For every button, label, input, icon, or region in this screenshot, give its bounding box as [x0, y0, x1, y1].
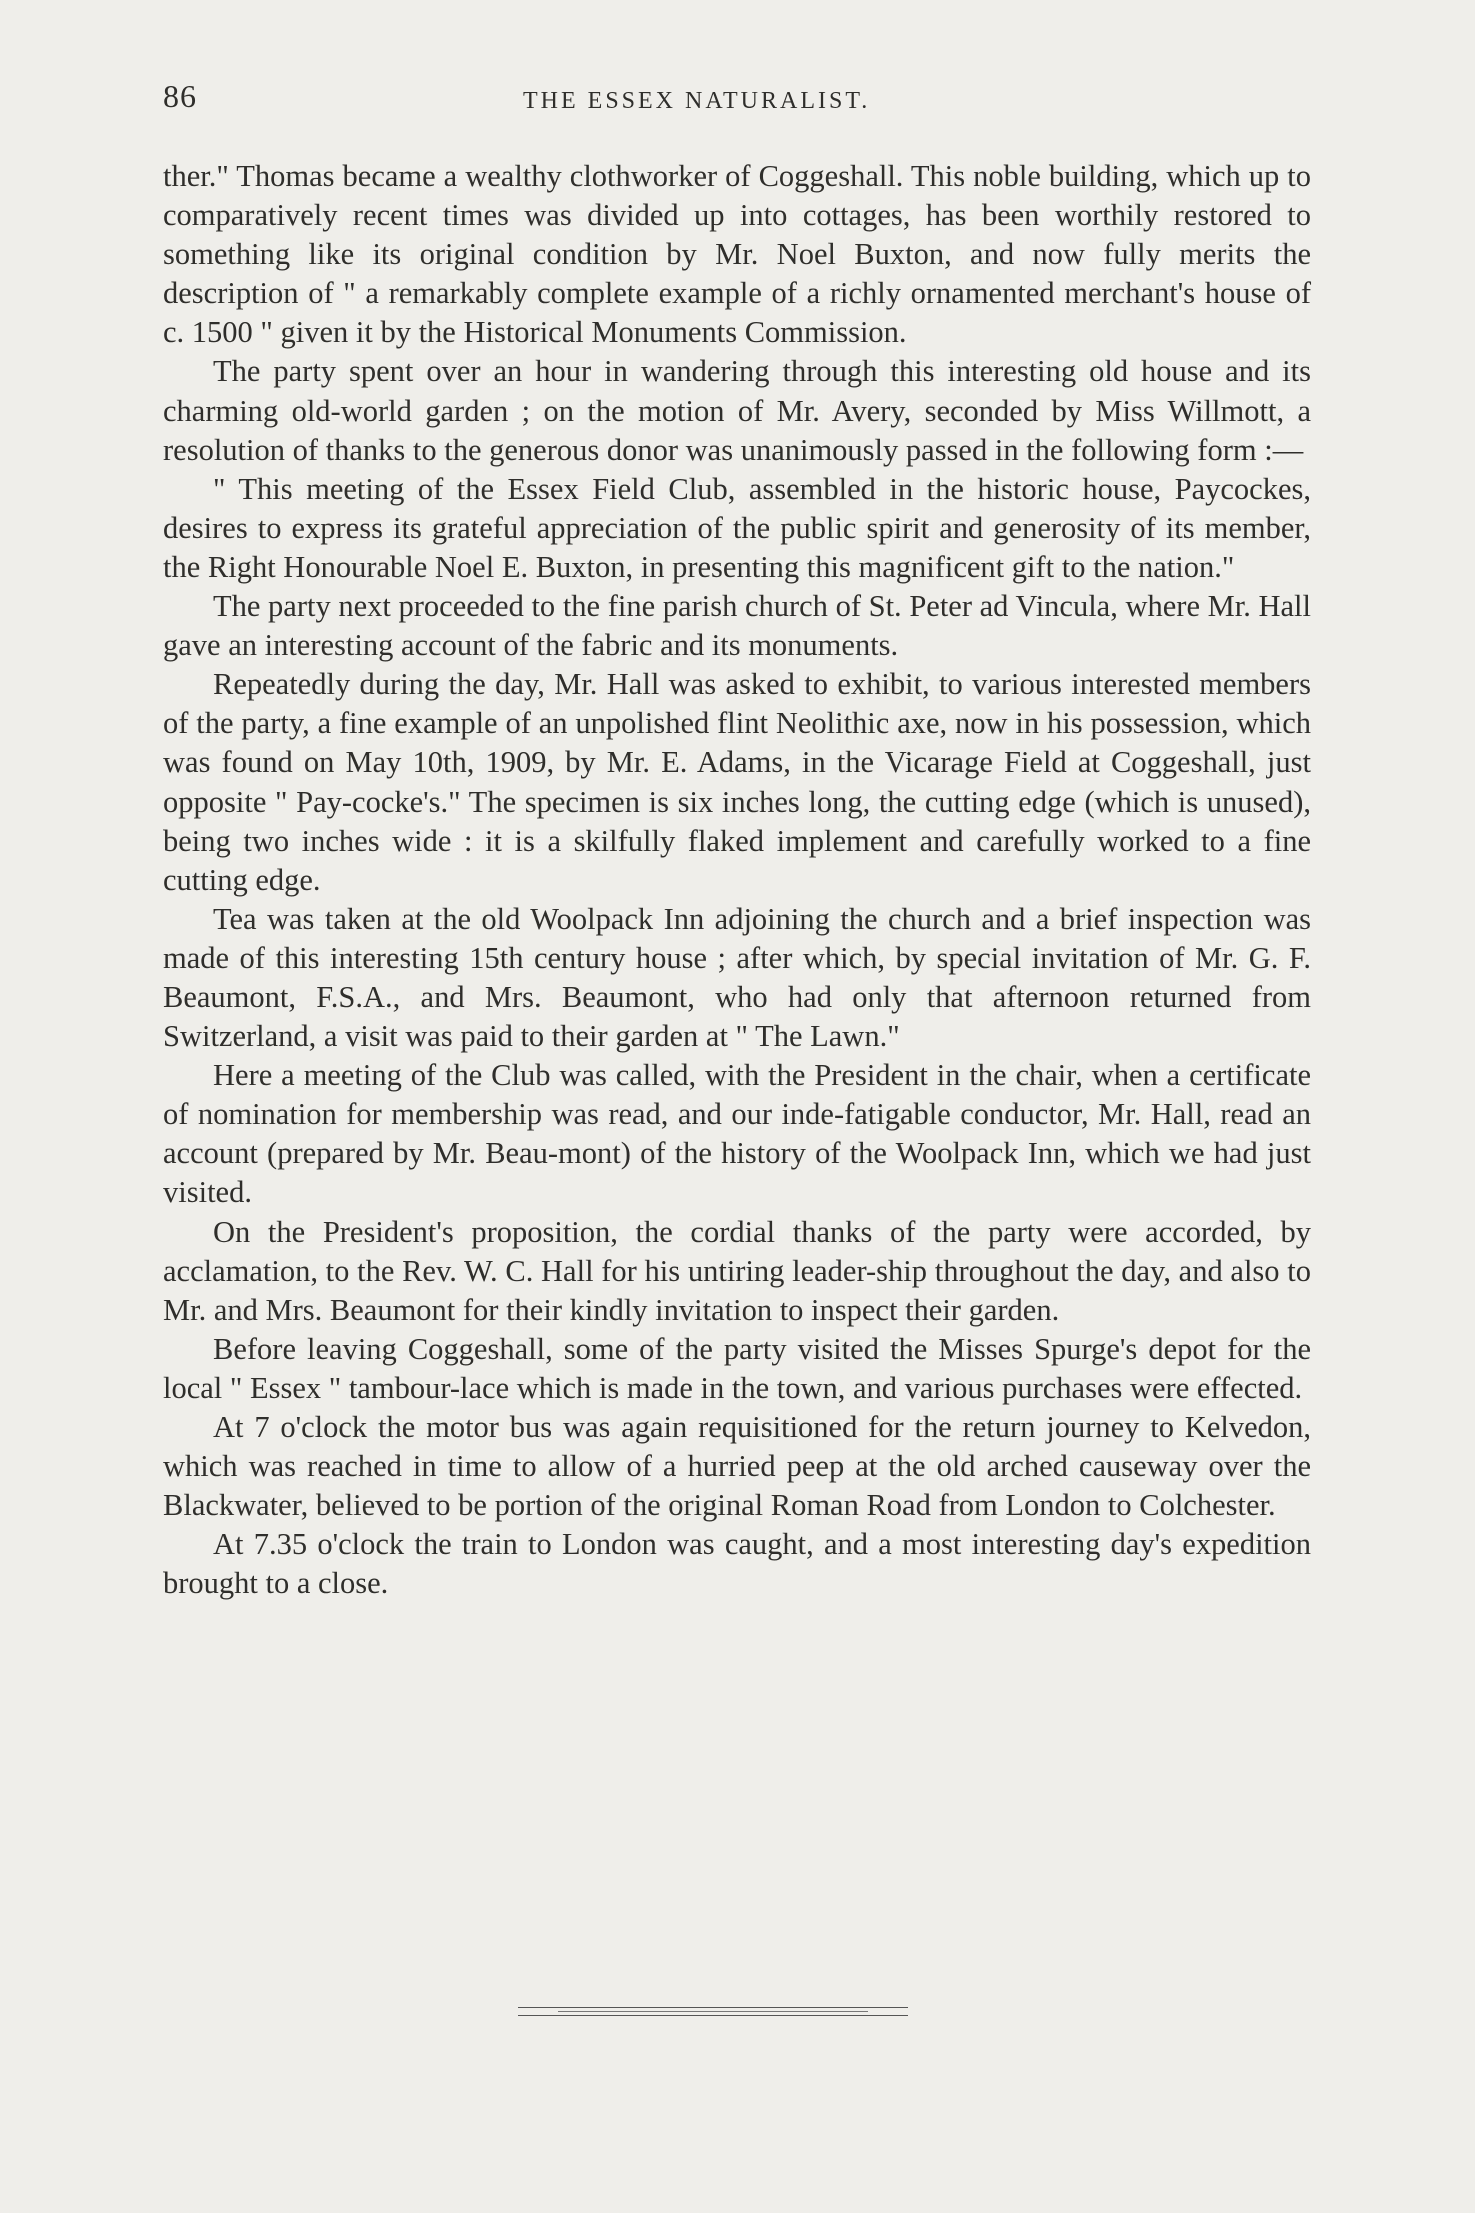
paragraph-neolithic-axe: Repeatedly during the day, Mr. Hall was asked to exhibit, to various interested members of the party, a fine example of an unpolished flint Neolithic axe, now in his possession, which was found on May 10th, 1909, by Mr. E. Adams, in the Vicarage Field at Coggeshall, just opposite " Pay-cocke's." The specimen is six inches long, the cutting edge (which is unused), being two inches wide : it is a skilfully flaked implement and carefully worked to a fine cutting edge.	[163, 667, 1311, 897]
page-header	[163, 78, 1308, 128]
paragraph-club-meeting: Here a meeting of the Club was called, with the President in the chair, when a certificate of nomination for membership was read, and our inde-fatigable conductor, Mr. Hall, read an account (prepared by Mr. Beau-mont) of the history of the Woolpack Inn, which we had just visited.	[163, 1058, 1311, 1210]
paragraph-closing: At 7.35 o'clock the train to London was caught, and a most interesting day's expedition brought to a close.	[163, 1527, 1311, 1601]
paragraph-resolution-quote: " This meeting of the Essex Field Club, assembled in the historic house, Paycockes, desires to express its grateful appreciation of the public spirit and generosity of its member, the Right Honourable Noel E. Buxton, in presenting this magnificent gift to the nation."	[163, 471, 1311, 584]
paragraph-party-visit: The party spent over an hour in wandering through this interesting old house and its charming old-world garden ; on the motion of Mr. Avery, seconded by Miss Willmott, a resolution of thanks to the generous donor was unanimously passed in the following form :—	[163, 354, 1311, 467]
paragraph-tambour-lace: Before leaving Coggeshall, some of the party visited the Misses Spurge's depot for the local " Essex " tambour-lace which is made in the town, and various purchases were effected.	[163, 1331, 1311, 1405]
running-title: THE ESSEX NATURALIST.	[523, 88, 871, 114]
paragraph-thanks: On the President's proposition, the cordial thanks of the party were accorded, by acclamation, to the Rev. W. C. Hall for his untiring leader-ship throughout the day, and also to Mr. and Mrs. Beaumont for their kindly invitation to inspect their garden.	[163, 1214, 1311, 1327]
paragraph-continuation: ther." Thomas became a wealthy clothworker of Coggeshall. This noble building, which up to comparatively recent times was divided up into cottages, has been worthily restored to something like its original condition by Mr. Noel Buxton, and now fully merits the description of " a remarkably complete example of a richly ornamented merchant's house of c. 1500 " given it by the Historical Monuments Commission.	[163, 159, 1311, 350]
paragraph-return-journey: At 7 o'clock the motor bus was again requisitioned for the return journey to Kelvedon, which was reached in time to allow of a hurried peep at the old arched causeway over the Blackwater, believed to be portion of the original Roman Road from London to Colchester.	[163, 1410, 1311, 1523]
paragraph-woolpack-inn: Tea was taken at the old Woolpack Inn adjoining the church and a brief inspection was made of this interesting 15th century house ; after which, by special invitation of Mr. G. F. Beaumont, F.S.A., and Mrs. Beaumont, who had only that afternoon returned from Switzerland, a visit was paid to their garden at " The Lawn."	[163, 901, 1311, 1054]
paragraph-parish-church: The party next proceeded to the fine parish church of St. Peter ad Vincula, where Mr. Hall gave an interesting account of the fabric and its monuments.	[163, 589, 1311, 663]
article-body	[163, 157, 1311, 1603]
page-number: 86	[163, 78, 197, 114]
section-end-rule	[518, 2007, 908, 2016]
